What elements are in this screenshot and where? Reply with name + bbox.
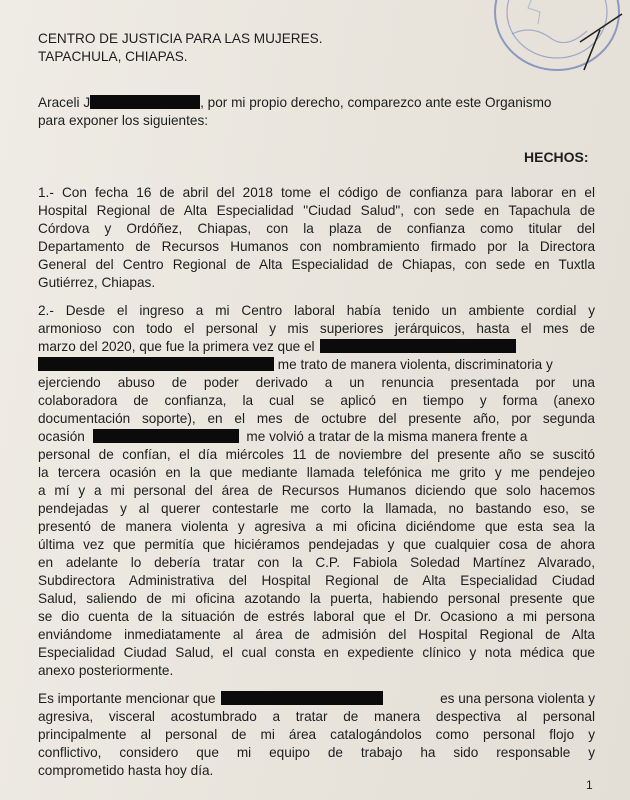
p3-line xyxy=(38,690,595,708)
p2-line: última vez que permitía que hiciéramos pendejadas y que cualquier cosa de ahora xyxy=(38,537,595,552)
p2-line: a mí y a mi personal del área de Recursos Humanos diciendo que solo hacemos xyxy=(38,483,595,498)
header-line-1: CENTRO DE JUSTICIA PARA LAS MUJERES. xyxy=(38,31,323,46)
p2-line: armonioso con todo el personal y mis superiores jerárquicos, hasta el mes de xyxy=(38,321,595,336)
p2-line: Especialidad Ciudad Salud, el cual consta en expediente clínico y nota médica que xyxy=(38,645,595,660)
p3-text: es una persona violenta y xyxy=(440,691,595,706)
p2-line xyxy=(38,338,516,356)
section-heading: HECHOS: xyxy=(524,149,589,165)
p2-line: en adelante lo debería tratar con la C.P. Fabiola Soledad Martínez Alvarado, xyxy=(38,555,595,570)
redaction-box xyxy=(90,95,200,109)
p1-line: Hospital Regional de Alta Especialidad "Ciudad Salud", con sede en Tapachula de xyxy=(38,203,595,218)
p3-line: comprometido hasta hoy día. xyxy=(38,763,214,778)
p2-line: presentó de manera violenta y agresiva a mi oficina diciéndome que esta sea la xyxy=(38,519,595,534)
redaction-box xyxy=(93,429,239,443)
p2-line: Subdirectora Administrativa del Hospital Regional de Alta Especialidad Ciudad xyxy=(38,573,595,588)
p2-line: enviándome inmediatamente al área de admisión del Hospital Regional de Alta xyxy=(38,627,595,642)
p2-line: se dio cuenta de la situación de estrés laboral que el Dr. Ocasiono a mi persona xyxy=(38,609,595,624)
p2-text: me trato de manera violenta, discriminatoria y xyxy=(277,357,553,372)
p2-text: me volvió a tratar de la misma manera frente a xyxy=(246,429,528,444)
p2-line xyxy=(38,356,553,374)
p1-line: Gutiérrez, Chiapas. xyxy=(38,275,156,290)
p2-text: ocasión xyxy=(38,429,85,444)
p1-line: 1.- Con fecha 16 de abril del 2018 tome el código de confianza para laborar en el xyxy=(38,185,595,200)
p3-text: Es importante mencionar que xyxy=(38,691,216,706)
p2-line: anexo posteriormente. xyxy=(38,663,174,678)
official-seal-stamp xyxy=(472,0,630,82)
intro-line-1 xyxy=(38,94,551,112)
p2-text: marzo del 2020, que fue la primera vez que el xyxy=(38,339,315,354)
p2-line: Salud, saliendo de mi oficina azotando la puerta, habiendo personal presente que xyxy=(38,591,595,606)
p1-line: Departamento de Recursos Humanos con nombramiento firmado por la Directora xyxy=(38,239,595,254)
p3-line: conflictivo, considero que mi equipo de trabajo ha sido responsable y xyxy=(38,745,595,760)
p2-line: colaboradora de confianza, la cual se aplicó en tiempo y forma (anexo xyxy=(38,393,595,408)
redaction-box xyxy=(38,357,274,371)
p2-line: 2.- Desde el ingreso a mi Centro laboral había tenido un ambiente cordial y xyxy=(38,303,595,318)
p1-line: General del Centro Regional de Alta Especialidad de Chiapas, con sede en Tuxtla xyxy=(38,257,595,272)
p2-line: la tercera ocasión en la que mediante llamada telefónica me grito y me pendejeo xyxy=(38,465,595,480)
header-line-2: TAPACHULA, CHIAPAS. xyxy=(38,49,188,64)
p2-line xyxy=(38,428,527,446)
p2-line: pendejadas y al querer contestarle me corto la llamada, no bastando eso, se xyxy=(38,501,595,516)
intro-line-2: para exponer los siguientes: xyxy=(38,113,209,128)
redaction-box xyxy=(221,691,383,705)
page-number: 1 xyxy=(586,778,593,792)
p2-line: documentación soporte), en el mes de octubre del presente año, por segunda xyxy=(38,411,595,426)
intro-name: Araceli J xyxy=(38,95,91,110)
p2-line: ejerciendo abuso de poder derivado a un renuncia presentada por una xyxy=(38,375,595,390)
p2-line: personal de confían, el día miércoles 11 de noviembre del presente año se suscitó xyxy=(38,447,595,462)
p1-line: Córdova y Ordóñez, Chiapas, con la plaza de confianza como titular del xyxy=(38,221,595,236)
redaction-box xyxy=(320,339,516,353)
p3-line: agresiva, visceral acostumbrado a tratar de manera despectiva al personal xyxy=(38,709,595,724)
intro-text: , por mi propio derecho, comparezco ante este Organismo xyxy=(200,95,552,110)
p3-line: principalmente al personal de mi área catalogándolos como personal flojo y xyxy=(38,727,595,742)
